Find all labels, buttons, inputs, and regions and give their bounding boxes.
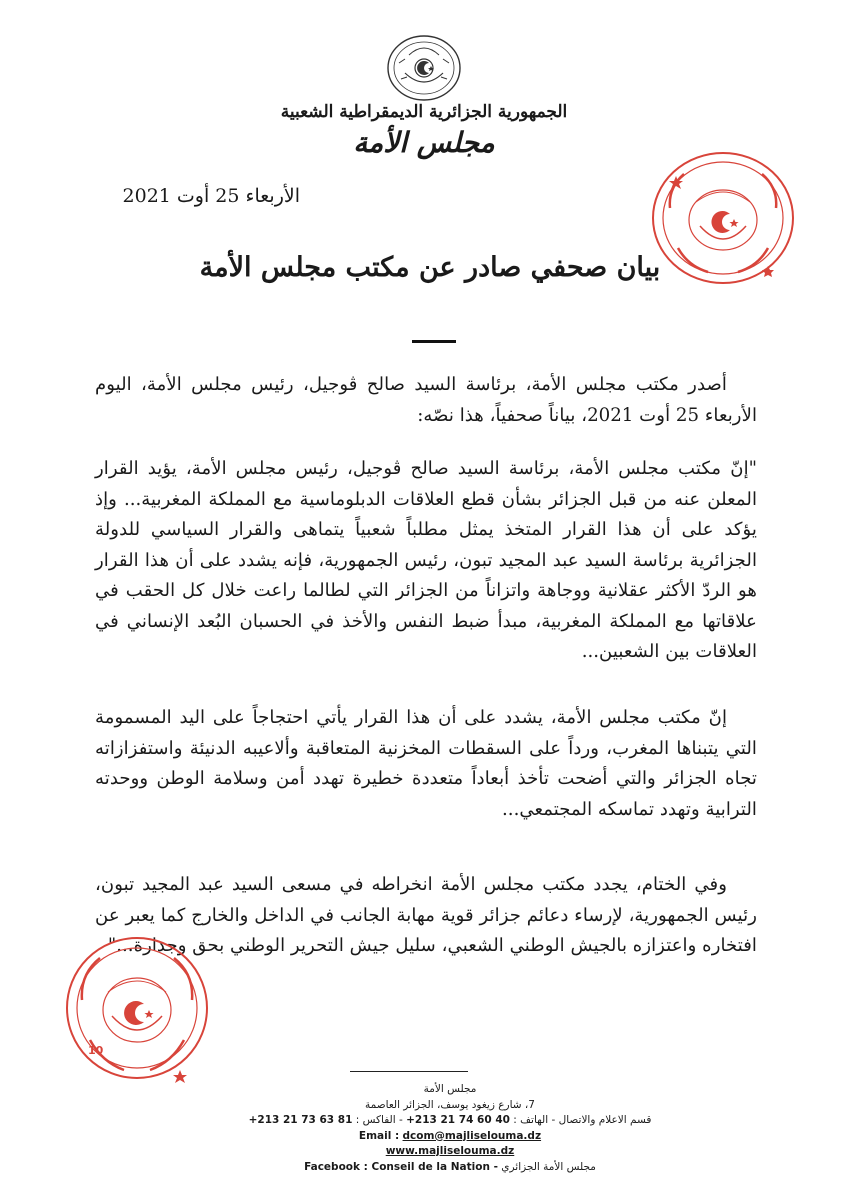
- paragraph-statement: "إنّ مكتب مجلس الأمة، برئاسة السيد صالح ڤوجيل، رئيس مجلس الأمة، يؤيد القرار المعلن عنه من قبل الجزائر بشأن قطع العلاقات الدبلوماسية مع المملكة المغربية... وإذ يؤكد على أن هذا القرار المتخذ يمثل مطلباً شعبياً يتماهى والقرار السياسي للدولة الجزائرية برئاسة السيد عبد المجيد تبون، رئيس الجمهورية، فإنه يشدد على أن هذا القرار هو الردّ الأكثر عقلانية ووجاهة واتزاناً من الجزائر التي لطالما راعت خلال كل الحقب في علاقاتها مع المملكة المغربية، مبدأ ضبط النفس والأخذ في الحسبان البُعد الإنساني في العلاقات بين الشعبين...: [95, 458, 757, 662]
- republic-name: الجمهورية الجزائرية الديمقراطية الشعبية: [280, 102, 568, 122]
- paragraph-protest: إنّ مكتب مجلس الأمة، يشدد على أن هذا القرار يأتي احتجاجاً على اليد المسمومة التي يتبناها المغرب، ورداً على السقطات المخزنية المتعاقبة وألاعيبه الدنيئة واستفزازاته تجاه الجزائر والتي أضحت تأخذ أبعاداً متعددة خطيرة تهدد أمن وسلامة الوطن ووحدته الترابية وتهدد تماسكه المجتمعي...: [95, 707, 757, 820]
- paragraph-conclusion: وفي الختام، يجدد مكتب مجلس الأمة انخراطه في مسعى السيد عبد المجيد تبون، رئيس الجمهورية، لإرساء دعائم جزائر قوية مهابة الجانب في الداخل والخارج كما يعبر عن افتخاره واعتزازه بالجيش الوطني الشعبي، سليل جيش التحرير الوطني بحق وجدارة...": [95, 874, 757, 956]
- footer-facebook-line: [240, 1160, 660, 1176]
- paragraph-intro: أصدر مكتب مجلس الأمة، برئاسة السيد صالح ڤوجيل، رئيس مجلس الأمة، اليوم الأربعاء 25 أوت 2021، بياناً صحفياً، هذا نصّه:: [95, 374, 757, 426]
- stamp-number: 10: [88, 1044, 104, 1057]
- footer-divider: [350, 1071, 468, 1072]
- title-divider: [412, 340, 456, 343]
- footer-contact: [240, 1082, 660, 1175]
- footer-facebook-label[interactable]: Facebook : Conseil de la Nation -: [304, 1160, 498, 1173]
- footer-phone-line: [240, 1113, 660, 1129]
- footer-facebook-ar: مجلس الأمة الجزائري: [501, 1160, 596, 1173]
- national-emblem-icon: [385, 33, 463, 103]
- council-name: مجلس الأمة: [353, 126, 495, 159]
- footer-fax-label: - الفاكس :: [355, 1114, 403, 1126]
- document-title: بيان صحفي صادر عن مكتب مجلس الأمة: [199, 252, 661, 283]
- footer-org: مجلس الأمة: [423, 1083, 477, 1095]
- footer-email-line: [240, 1129, 660, 1145]
- footer-phone: 40 60 74 21 213+: [406, 1114, 510, 1126]
- footer-website-line: [240, 1144, 660, 1160]
- footer-dept-label: قسم الاعلام والاتصال - الهاتف :: [513, 1114, 652, 1126]
- footer-website-link[interactable]: www.majliselouma.dz: [385, 1145, 515, 1157]
- footer-email-link[interactable]: dcom@majliselouma.dz: [402, 1129, 542, 1142]
- footer-email-label: Email :: [358, 1129, 400, 1142]
- official-stamp-icon: [62, 930, 212, 1090]
- footer-fax: +213 21 73 63 81: [248, 1114, 353, 1126]
- document-date: الأربعاء 25 أوت 2021: [122, 185, 300, 207]
- footer-address: 7، شارع زيغود يوسف، الجزائر العاصمة: [365, 1098, 535, 1111]
